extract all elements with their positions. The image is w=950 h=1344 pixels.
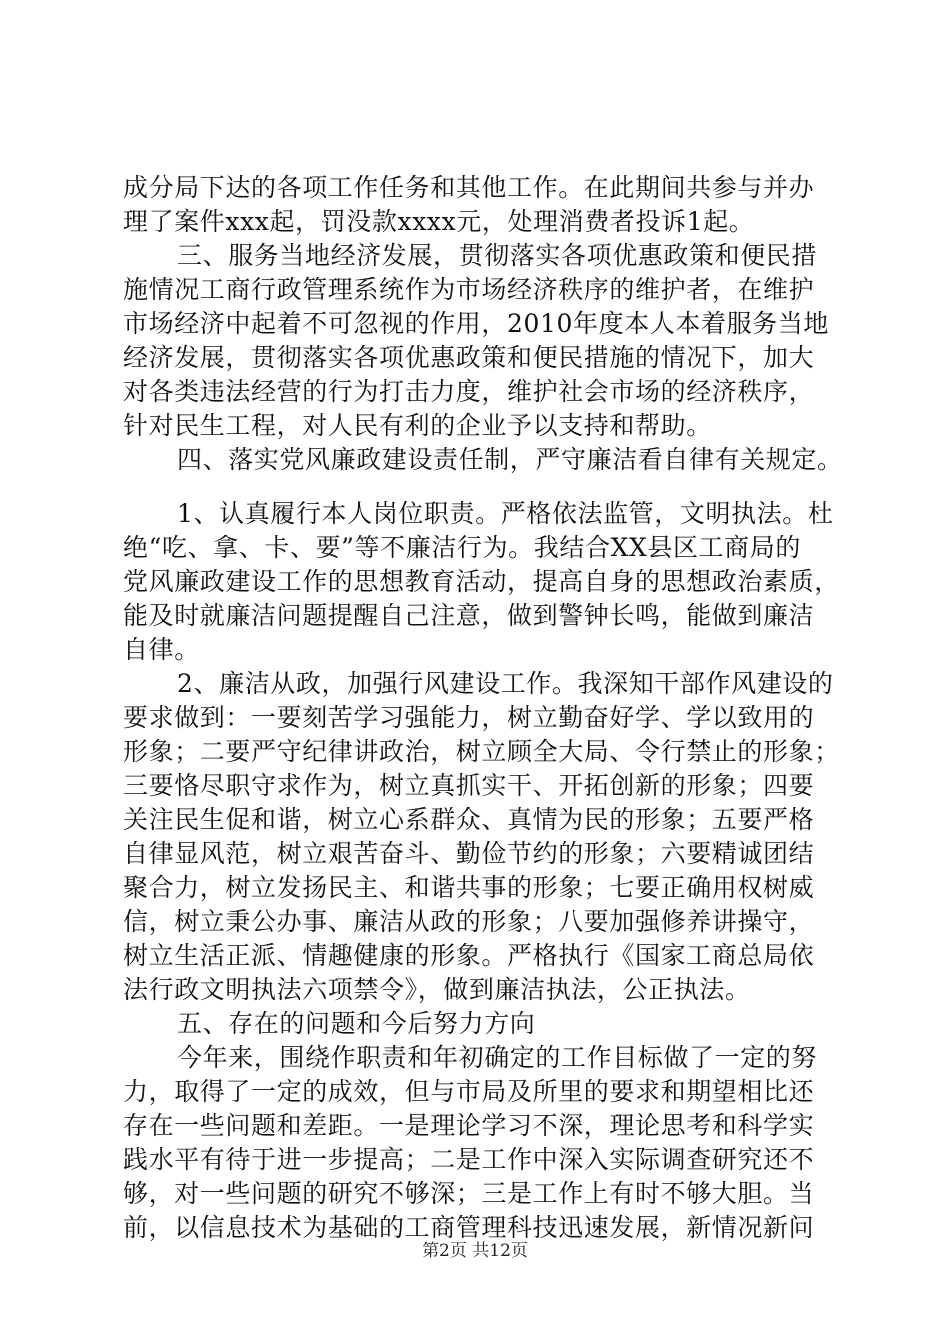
text-line: 对各类违法经营的行为打击力度，维护社会市场的经济秩序， (123, 377, 815, 406)
text-line: 施情况工商行政管理系统作为市场经济秩序的维护者，在维护 (123, 275, 815, 304)
text-line: 理了案件xxx起，罚没款xxxx元，处理消费者投诉1起。 (123, 207, 755, 236)
text-line: 今年来，围绕作职责和年初确定的工作目标做了一定的努 (177, 1043, 818, 1072)
text-line: 四、落实党风廉政建设责任制，严守廉洁看自律有关规定。 (177, 445, 843, 474)
text-line: 1、认真履行本人岗位职责。严格依法监管，文明执法。杜 (177, 499, 834, 528)
text-line: 法行政文明执法六项禁令》，做到廉洁执法，公正执法。 (123, 975, 751, 1004)
text-line: 2、廉洁从政，加强行风建设工作。我深知干部作风建设的 (177, 669, 834, 698)
text-line: 信，树立秉公办事、廉洁从政的形象；八要加强修养讲操守， (123, 907, 815, 936)
text-line: 能及时就廉洁问题提醒自己注意，做到警钟长鸣，能做到廉洁 (123, 601, 815, 630)
text-line: 形象；二要严守纪律讲政治，树立顾全大局、令行禁止的形象； (123, 737, 840, 766)
text-line: 自律。 (123, 635, 200, 664)
text-line: 绝“吃、拿、卡、要”等不廉洁行为。我结合XX县区工商局的 (123, 533, 801, 562)
text-line: 前，以信息技术为基础的工商管理科技迅速发展，新情况新问 (123, 1213, 815, 1242)
text-line: 三要恪尽职守求作为，树立真抓实干、开拓创新的形象；四要 (123, 771, 815, 800)
text-line: 经济发展，贯彻落实各项优惠政策和便民措施的情况下，加大 (123, 343, 815, 372)
text-line: 党风廉政建设工作的思想教育活动，提高自身的思想政治素质， (123, 567, 840, 596)
text-line: 成分局下达的各项工作任务和其他工作。在此期间共参与并办 (123, 173, 815, 202)
text-line: 聚合力，树立发扬民主、和谐共事的形象；七要正确用权树威 (123, 873, 815, 902)
text-line: 践水平有待于进一步提高；二是工作中深入实际调查研究还不 (123, 1145, 815, 1174)
text-line: 自律显风范，树立艰苦奋斗、勤俭节约的形象；六要精诚团结 (123, 839, 815, 868)
text-line: 树立生活正派、情趣健康的形象。严格执行《国家工商总局依 (123, 941, 815, 970)
text-line: 五、存在的问题和今后努力方向 (177, 1009, 536, 1038)
text-line: 要求做到：一要刻苦学习强能力，树立勤奋好学、学以致用的 (123, 703, 815, 732)
text-line: 市场经济中起着不可忽视的作用，2010年度本人本着服务当地 (123, 309, 830, 338)
text-line: 关注民生促和谐，树立心系群众、真情为民的形象；五要严格 (123, 805, 815, 834)
text-line: 针对民生工程，对人民有利的企业予以支持和帮助。 (123, 411, 712, 440)
page-number-footer: 第2页 共12页 (422, 1241, 528, 1261)
text-line: 三、服务当地经济发展，贯彻落实各项优惠政策和便民措 (177, 241, 818, 270)
text-line: 存在一些问题和差距。一是理论学习不深，理论思考和科学实 (123, 1111, 815, 1140)
text-line: 力，取得了一定的成效，但与市局及所里的要求和期望相比还 (123, 1077, 815, 1106)
text-line: 够，对一些问题的研究不够深；三是工作上有时不够大胆。当 (123, 1179, 815, 1208)
